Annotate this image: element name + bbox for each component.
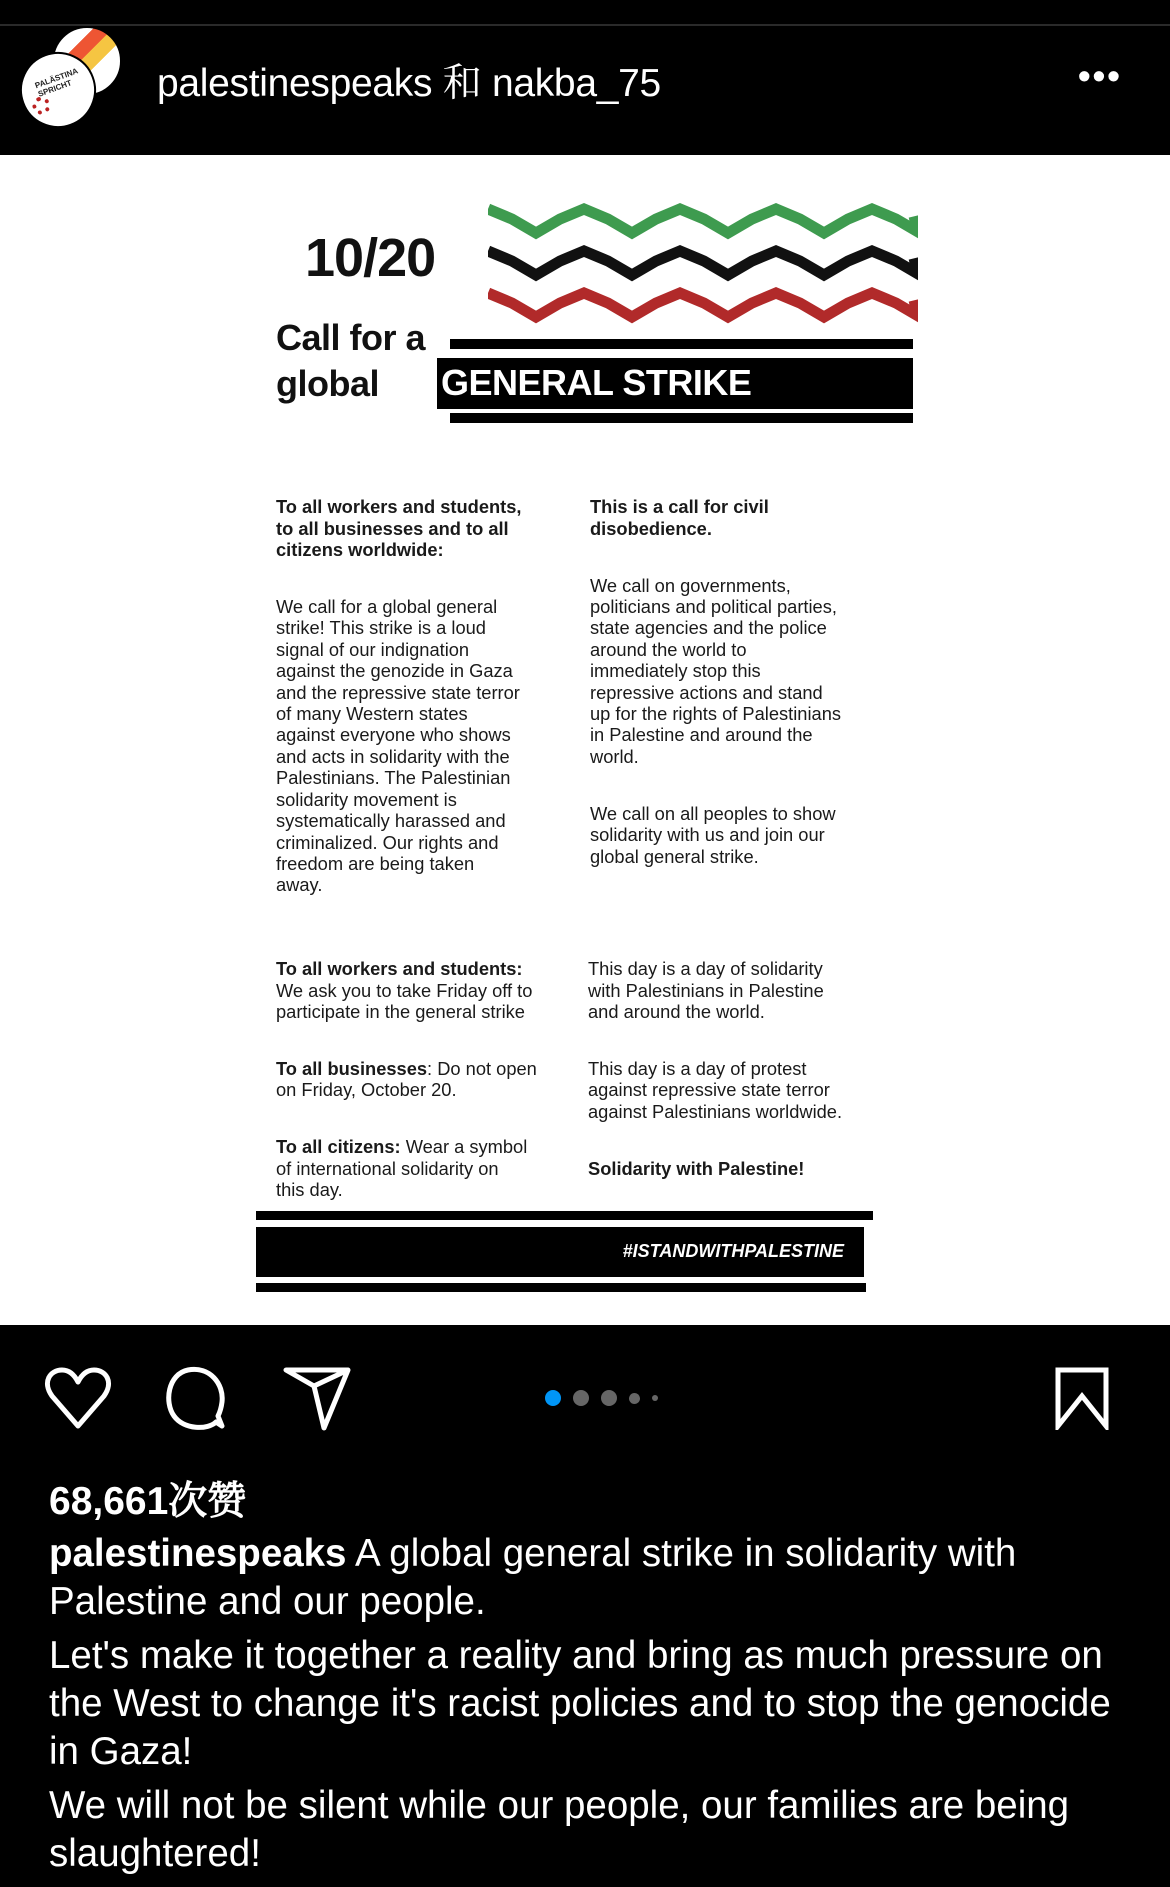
stripe [450, 339, 913, 349]
carousel-indicator [545, 1390, 658, 1406]
caption-text-1: A global general strike in solidarity with Palestine and our people. [49, 1532, 1017, 1623]
carousel-dot [601, 1390, 617, 1406]
business-label: To all businesses [276, 1058, 428, 1080]
solidarity-slogan: Solidarity with Palestine! [588, 1157, 805, 1179]
wave-black [488, 251, 918, 275]
wave-green [488, 209, 918, 233]
logo-rose-icon [30, 94, 53, 117]
stripe [450, 413, 913, 423]
post-caption [49, 1530, 1129, 1884]
hashtag-banner: #ISTANDWITHPALESTINE [256, 1227, 864, 1277]
poster-date: 10/20 [305, 228, 436, 288]
day-protest: This day is a day of protest against repressive state terror against Palestinians worldwide. [588, 1058, 843, 1122]
caption-text-3: We will not be silent while our people, our families are being slaughtered! [49, 1784, 1070, 1875]
like-heart-icon[interactable] [42, 1366, 114, 1434]
citizens-label: To all citizens: [276, 1136, 401, 1158]
comment-icon[interactable] [164, 1364, 234, 1436]
business-text: : Do not open on Friday, October 20. [276, 1058, 537, 1101]
action-bar [0, 1360, 1170, 1440]
left-column [276, 475, 586, 931]
workers-text: We ask you to take Friday off to participate in the general strike [276, 979, 533, 1023]
right-heading: This is a call for civil disobedience. [590, 496, 769, 539]
flag-waves [488, 195, 918, 325]
stripe [256, 1211, 873, 1220]
workers-label: To all workers and students: [276, 958, 523, 980]
wave-red [488, 293, 918, 317]
share-send-icon[interactable] [282, 1366, 354, 1432]
like-count[interactable]: 68,661次赞 [49, 1480, 247, 1523]
headline-line2: global [276, 363, 379, 404]
bookmark-icon[interactable] [1052, 1366, 1112, 1430]
post-authors[interactable]: palestinespeaks 和 nakba_75 [157, 62, 661, 105]
general-strike-banner: GENERAL STRIKE [437, 358, 913, 409]
left-body: We call for a global general strike! This strike is a loud signal of our indignation against the genozide in Gaza and the repressive state terror of many Western states against everyone who shows and acts in solidarity with the Palestinians. The Palestinian solidarity movement is systematically harassed and criminalized. Our rights and freedom are being taken away. [276, 596, 520, 896]
carousel-dot [652, 1395, 658, 1401]
citizens-text: Wear a symbol of international solidarity on this day. [276, 1136, 528, 1201]
caption-text-2: Let's make it together a reality and bring as much pressure on the West to change it's racist policies and to stop the genocide in Gaza! [49, 1634, 1111, 1773]
avatar-logo-text: PALÄSTINA SPRICHT [33, 66, 79, 99]
right-body-2: We call on all peoples to show solidarity with us and join our global general strike. [590, 802, 836, 867]
day-column [588, 937, 918, 1214]
day-solidarity: This day is a day of solidarity with Palestinians in Palestine and around the world. [588, 958, 824, 1023]
more-options-icon[interactable]: ••• [1078, 55, 1122, 96]
post-header [0, 26, 1170, 155]
right-column [590, 475, 920, 902]
poster-headline [276, 315, 425, 407]
caption-username[interactable]: palestinespeaks [49, 1532, 347, 1575]
instructions-column [276, 937, 596, 1236]
right-body-1: We call on governments, politicians and political parties, state agencies and the police around the world to immediately stop this repressive actions and stand up for the rights of Palestinians in Palestine and around the world. [590, 574, 842, 767]
left-heading: To all workers and students, to all businesses and to all citizens worldwide: [276, 496, 522, 561]
carousel-dot [545, 1390, 561, 1406]
carousel-dot [629, 1393, 640, 1404]
headline-line1: Call for a [276, 317, 426, 358]
stripe [256, 1283, 866, 1292]
carousel-dot [573, 1390, 589, 1406]
post-image[interactable] [0, 155, 1170, 1325]
